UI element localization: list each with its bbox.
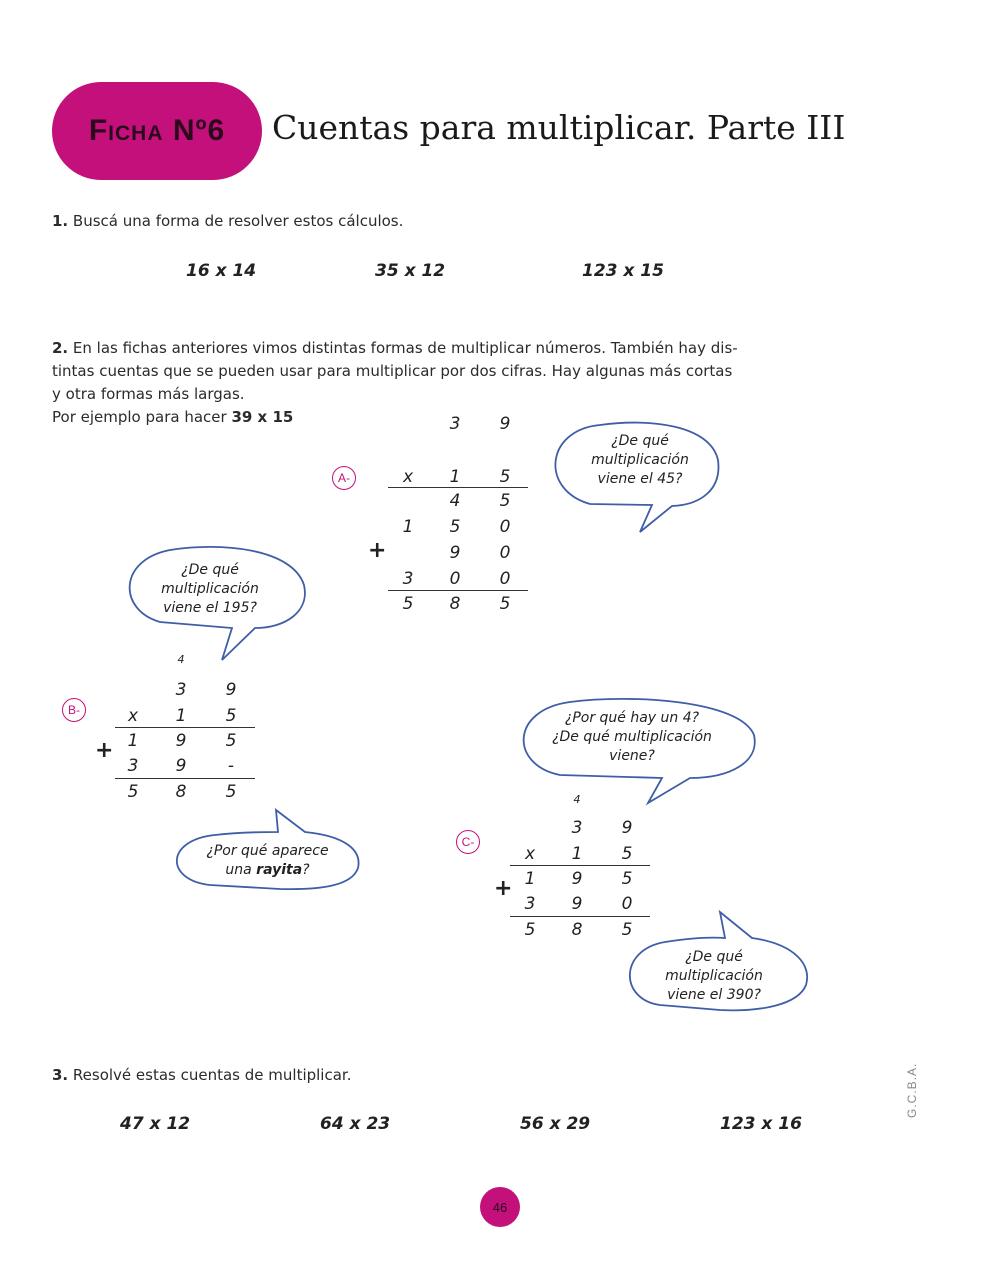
c-rule bbox=[510, 916, 650, 917]
exercise-2-example: Por ejemplo para hacer 39 x 15 bbox=[52, 408, 294, 426]
a-digit: 8 bbox=[449, 594, 461, 614]
c-digit: 1 bbox=[571, 844, 583, 864]
a-plus-sign: + bbox=[368, 538, 387, 563]
a-digit: 0 bbox=[499, 543, 511, 563]
exercise-3-calc-2: 64 x 23 bbox=[320, 1114, 391, 1134]
a-digit: 3 bbox=[402, 569, 414, 589]
a-rule bbox=[388, 590, 528, 591]
b-digit: 3 bbox=[175, 680, 187, 700]
c-digit: 3 bbox=[524, 894, 536, 914]
b-digit: 9 bbox=[175, 756, 187, 776]
method-b-label: B- bbox=[62, 698, 86, 722]
b-dash: - bbox=[227, 756, 235, 776]
c-carry-digit: 4 bbox=[573, 793, 581, 806]
a-digit: 0 bbox=[449, 569, 461, 589]
exercise-3-number: 3. bbox=[52, 1066, 69, 1084]
c-plus-sign: + bbox=[494, 876, 513, 901]
ficha-badge-label: Ficha Nº6 bbox=[88, 114, 226, 147]
c-digit: 5 bbox=[621, 869, 633, 889]
c-digit: 9 bbox=[571, 869, 583, 889]
page-number: 46 bbox=[480, 1187, 520, 1227]
c-digit: 5 bbox=[524, 920, 536, 940]
exercise-3-calc-4: 123 x 16 bbox=[720, 1114, 802, 1134]
a-digit: 0 bbox=[499, 569, 511, 589]
a-digit: 9 bbox=[499, 414, 511, 434]
a-rule bbox=[388, 487, 528, 488]
bubble-c-top-text: ¿Por qué hay un 4? ¿De qué multiplicación viene? bbox=[552, 710, 712, 764]
exercise-2-number: 2. bbox=[52, 339, 69, 357]
a-digit: 5 bbox=[402, 594, 414, 614]
c-times-sign: x bbox=[524, 844, 536, 864]
page-title: Cuentas para multiplicar. Parte III bbox=[272, 108, 846, 147]
exercise-1-calc-1: 16 x 14 bbox=[186, 261, 257, 281]
b-plus-sign: + bbox=[95, 738, 114, 763]
a-digit: 0 bbox=[499, 517, 511, 537]
exercise-3-calc-3: 56 x 29 bbox=[520, 1114, 591, 1134]
bubble-b-top-text: ¿De qué multiplicación viene el 195? bbox=[161, 562, 259, 616]
c-digit: 9 bbox=[571, 894, 583, 914]
bubble-b-bottom-text: ¿Por qué aparece una rayita? bbox=[206, 843, 329, 878]
b-digit: 5 bbox=[225, 782, 237, 802]
method-c-label: C- bbox=[456, 830, 480, 854]
a-digit: 5 bbox=[449, 517, 461, 537]
exercise-2-line-3: y otra formas más largas. bbox=[52, 385, 245, 403]
bubble-a-text: ¿De qué multiplicación viene el 45? bbox=[591, 433, 689, 487]
exercise-1-number: 1. bbox=[52, 212, 69, 230]
c-digit: 5 bbox=[621, 920, 633, 940]
c-rule bbox=[510, 865, 650, 866]
c-digit: 1 bbox=[524, 869, 536, 889]
c-digit: 9 bbox=[621, 818, 633, 838]
a-digit: 5 bbox=[499, 467, 511, 487]
c-digit: 0 bbox=[621, 894, 633, 914]
b-digit: 5 bbox=[225, 731, 237, 751]
exercise-3-instruction bbox=[52, 1064, 351, 1087]
b-digit: 9 bbox=[175, 731, 187, 751]
exercise-1-text: Buscá una forma de resolver estos cálculos. bbox=[68, 212, 404, 230]
a-digit: 4 bbox=[449, 491, 461, 511]
b-digit: 5 bbox=[225, 706, 237, 726]
c-digit: 5 bbox=[621, 844, 633, 864]
bubble-c-bottom-text: ¿De qué multiplicación viene el 390? bbox=[665, 949, 763, 1003]
exercise-3-text: Resolvé estas cuentas de multiplicar. bbox=[68, 1066, 352, 1084]
a-digit: 9 bbox=[449, 543, 461, 563]
exercise-1-calc-3: 123 x 15 bbox=[582, 261, 664, 281]
a-digit: 1 bbox=[402, 517, 414, 537]
b-digit: 8 bbox=[175, 782, 187, 802]
b-digit: 5 bbox=[127, 782, 139, 802]
a-digit: 1 bbox=[449, 467, 461, 487]
example-calc: 39 x 15 bbox=[231, 408, 294, 426]
c-digit: 3 bbox=[571, 818, 583, 838]
rayita-word: rayita bbox=[256, 862, 303, 878]
a-digit: 5 bbox=[499, 491, 511, 511]
b-times-sign: x bbox=[127, 706, 139, 726]
exercise-2-line-2: tintas cuentas que se pueden usar para multiplicar por dos cifras. Hay algunas más cortas bbox=[52, 362, 733, 380]
a-times-sign: x bbox=[402, 467, 414, 487]
c-digit: 8 bbox=[571, 920, 583, 940]
a-digit: 5 bbox=[499, 594, 511, 614]
b-digit: 3 bbox=[127, 756, 139, 776]
method-a-label: A- bbox=[332, 466, 356, 490]
b-carry-digit: 4 bbox=[177, 653, 185, 666]
exercise-2-line-1: 2. En las fichas anteriores vimos distintas formas de multiplicar números. También hay dis- bbox=[52, 339, 738, 357]
b-rule bbox=[115, 727, 255, 728]
b-rule bbox=[115, 778, 255, 779]
b-digit: 9 bbox=[225, 680, 237, 700]
b-digit: 1 bbox=[175, 706, 187, 726]
a-digit: 3 bbox=[449, 414, 461, 434]
side-credit: G.C.B.A. bbox=[905, 1062, 919, 1118]
b-digit: 1 bbox=[127, 731, 139, 751]
exercise-1-calc-2: 35 x 12 bbox=[375, 261, 446, 281]
exercise-3-calc-1: 47 x 12 bbox=[120, 1114, 191, 1134]
